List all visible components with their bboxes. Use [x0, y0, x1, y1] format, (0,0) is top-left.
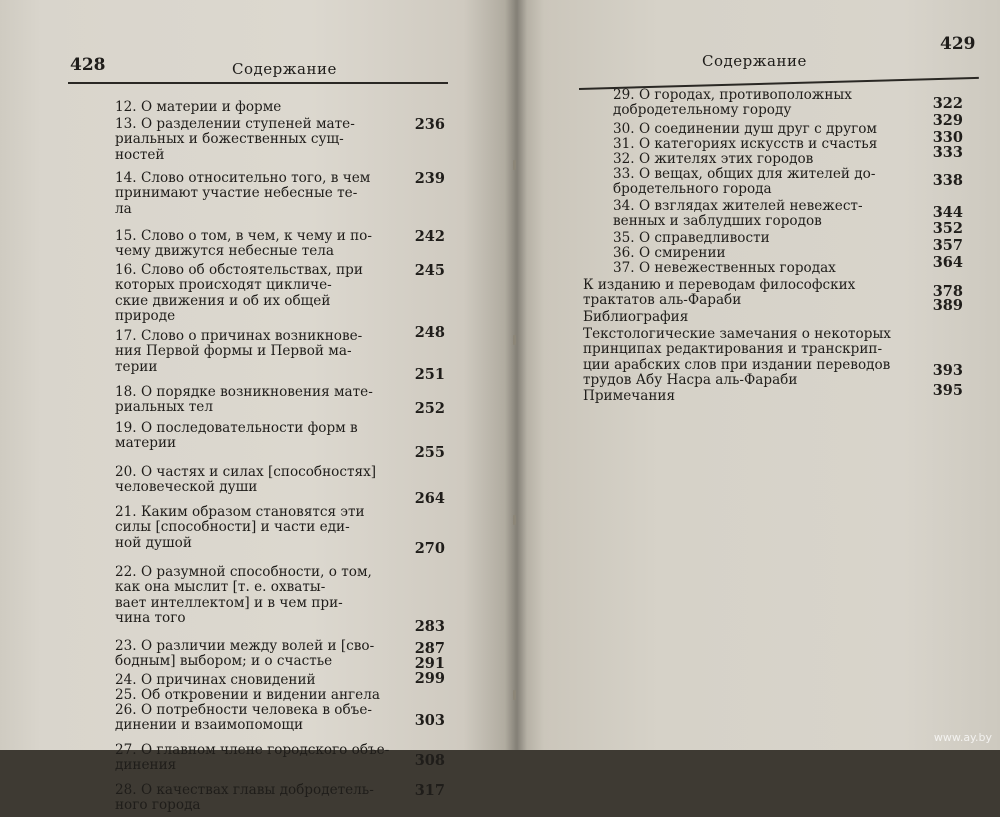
toc-entry-page: 245 [414, 262, 445, 279]
toc-entry-29 [613, 88, 963, 122]
toc-entry-text: 36. О смирении [613, 245, 726, 261]
toc-entry-page: 330 [932, 129, 963, 146]
left-page-number: 428 [70, 55, 106, 75]
toc-entry-text: 24. О причинах сновидений [115, 672, 316, 688]
toc-entry-page: 299 [414, 670, 445, 687]
toc-entry-page: 291 [414, 655, 445, 672]
toc-entry-page: 239 [414, 170, 445, 187]
toc-entry-text: 20. О частях и силах [способностях] человеческой души [115, 464, 377, 496]
toc-entry-text: 28. О качествах главы добродетель- ного города [115, 782, 374, 814]
toc-entry-page: 393 [932, 362, 963, 379]
binding-stitch [513, 335, 516, 345]
toc-entry-13 [115, 117, 445, 163]
toc-entry-page: 251 [414, 366, 445, 383]
toc-entry-page: 364 [932, 254, 963, 271]
toc-entry-15 [115, 229, 445, 263]
toc-entry-text: 12. О материи и форме [115, 99, 282, 115]
toc-entry-text: К изданию и переводам философских трактатов аль-Фараби [583, 277, 856, 309]
toc-entry-page: 344 [932, 204, 963, 221]
toc-entry-page: 287 [414, 640, 445, 657]
left-header-rule [68, 82, 448, 84]
toc-entry-text: 34. О взглядах жителей невежест- венных и заблудших городов [613, 198, 863, 230]
toc-entry-page: 329 [932, 112, 963, 129]
toc-entry-text: 33. О вещах, общих для жителей до- бродетельного города [613, 166, 876, 198]
book-gutter-shadow [505, 0, 527, 750]
toc-entry-text: 19. О последовательности форм в материи [115, 420, 358, 452]
toc-entry-page: 395 [932, 382, 963, 399]
toc-entry-33 [613, 167, 963, 199]
toc-entry-page: 303 [414, 712, 445, 729]
toc-entry-page: 252 [414, 400, 445, 417]
toc-entry-17 [115, 324, 445, 379]
binding-stitch [513, 160, 516, 170]
toc-entry-page: 333 [932, 144, 963, 161]
toc-entry-page: 352 [932, 220, 963, 237]
toc-entry-37 [613, 254, 963, 276]
toc-entry-16 [115, 263, 445, 327]
toc-entry-page: 242 [414, 228, 445, 245]
toc-entry-bibliography [583, 297, 963, 325]
toc-entry-text: 31. О категориях искусств и счастья [613, 136, 878, 152]
toc-entry-page: 255 [414, 444, 445, 461]
toc-entry-page: 283 [414, 618, 445, 635]
right-toc-numbered [583, 88, 963, 276]
toc-entry-page: 308 [414, 752, 445, 769]
toc-entry-page: 322 [932, 95, 963, 112]
toc-entry-page: 378 [932, 283, 963, 300]
right-page [515, 0, 1000, 750]
left-running-head: Содержание [232, 60, 337, 78]
toc-entry-text: 18. О порядке возникновения мате- риальных тел [115, 384, 373, 416]
toc-entry-30 [613, 112, 963, 137]
toc-entry-page: 264 [414, 490, 445, 507]
toc-entry-text: 32. О жителях этих городов [613, 151, 814, 167]
toc-entry-page: 270 [414, 540, 445, 557]
toc-entry-page-last: 317 [414, 782, 445, 799]
watermark: www.ay.by [933, 731, 992, 744]
toc-entry-21 [115, 490, 445, 555]
toc-entry-text: 26. О потребности человека в объе- динении и взаимопомощи [115, 702, 372, 734]
right-running-head: Содержание [702, 52, 807, 70]
left-toc [115, 100, 445, 817]
toc-entry-page: 248 [414, 324, 445, 341]
toc-entry-18 [115, 366, 445, 419]
toc-entry-text: 25. Об откровении и видении ангела [115, 687, 380, 703]
toc-entry-editions [583, 278, 963, 310]
toc-entry-22 [115, 540, 445, 629]
toc-entry-14 [115, 171, 445, 221]
toc-entry-text: 30. О соединении душ друг с другом [613, 121, 878, 137]
toc-entry-text: Текстологические замечания о некоторых принципах редактирования и транскрип- ции арабских слов при издании переводов трудов Абу Насра аль-Фараби [583, 326, 891, 389]
toc-entry-23 [115, 618, 445, 673]
toc-entry-text: 17. Слово о причинах возникнове- ния Первой формы и Первой ма- терии [115, 328, 363, 375]
toc-entry-text: 23. О различии между волей и [сво- бодным] выбором; и о счастье [115, 638, 375, 670]
binding-stitch [513, 690, 516, 700]
toc-entry-page: 338 [932, 172, 963, 189]
toc-entry-text: 37. О невежественных городах [613, 260, 836, 276]
toc-entry-page: 389 [932, 297, 963, 314]
right-page-number: 429 [940, 34, 976, 54]
toc-entry-35 [613, 220, 963, 246]
binding-stitch [513, 515, 516, 525]
toc-entry-12 [115, 100, 445, 117]
toc-entry-page: 357 [932, 237, 963, 254]
toc-entry-text: 27. О главном члене городского объе- динения [115, 742, 390, 774]
toc-entry-text: 13. О разделении ступеней мате- риальных и божественных сущ- ностей [115, 116, 355, 163]
toc-entry-text: Библиография [583, 309, 689, 325]
toc-entry-textology [583, 327, 963, 389]
toc-entry-34 [613, 199, 963, 231]
toc-entry-text: Примечания [583, 388, 676, 404]
toc-entry-text: 21. Каким образом становятся эти силы [способности] и части еди- ной душой [115, 504, 365, 551]
toc-entry-20 [115, 444, 445, 499]
toc-entry-text: 35. О справедливости [613, 230, 770, 246]
toc-entry-text: 22. О разумной способности, о том, как она мыслит [т. е. охваты- вает интеллектом] и в чем при- чина того [115, 564, 372, 627]
toc-entry-text: 15. Слово о том, в чем, к чему и по- чему движутся небесные тела [115, 228, 372, 260]
toc-entry-page: 236 [414, 116, 445, 133]
toc-entry-text: 29. О городах, противоположных добродетельному городу [613, 87, 852, 119]
toc-entry-text: 14. Слово относительно того, в чем принимают участие небесные те- ла [115, 170, 371, 217]
toc-entry-notes [583, 382, 963, 404]
toc-entry-text: 16. Слово об обстоятельствах, при которых происходят цикличе- ские движения и об их общей природе [115, 262, 363, 325]
right-toc [583, 88, 963, 404]
